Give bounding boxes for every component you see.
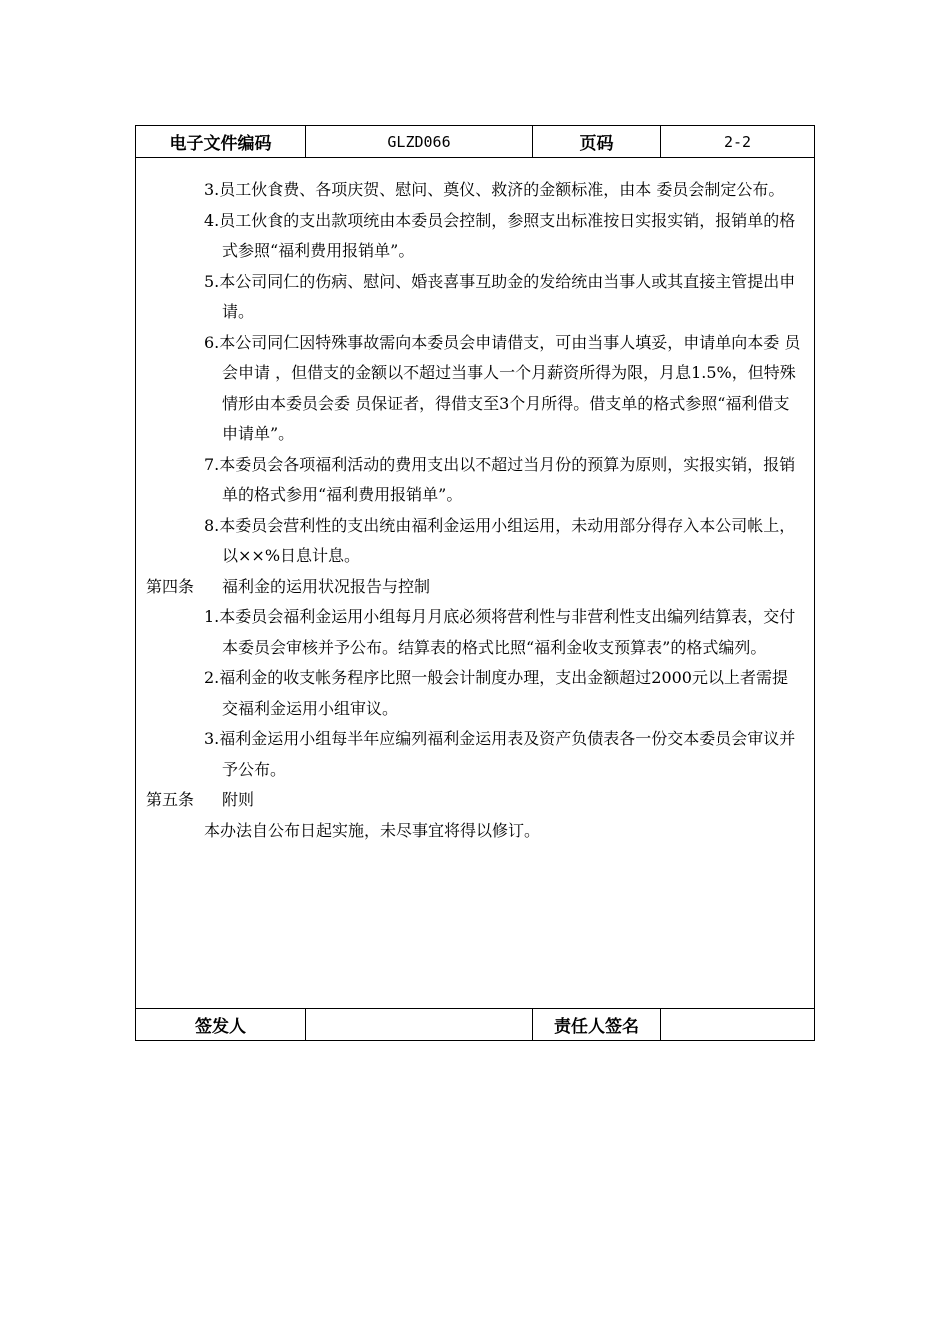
article-number: 第五条	[146, 790, 195, 809]
article-heading	[146, 572, 804, 603]
article-heading	[146, 785, 804, 816]
footer-row	[136, 1008, 814, 1040]
page-label: 页码	[533, 126, 661, 157]
file-code-label: 电子文件编码	[136, 126, 306, 157]
article-number: 第四条	[146, 576, 195, 596]
issuer-field[interactable]	[306, 1009, 533, 1040]
paragraph: 本办法自公布日起实施，未尽事宜将得以修订。	[204, 820, 541, 840]
list-item: 3.员工伙食费、各项庆贺、慰问、奠仪、救济的金额标准，由本 委员会制定公布。	[204, 180, 785, 199]
article-title: 福利金的运用状况报告与控制	[222, 576, 431, 596]
list-item: 2.福利金的收支帐务程序比照一般会计制度办理，支出金额超过2000元以上者需提交福利金运用小组审议。	[204, 668, 788, 718]
list-item: 5.本公司同仁的伤病、慰问、婚丧喜事互助金的发给统由当事人或其直接主管提出申请。	[204, 271, 796, 321]
issuer-label: 签发人	[136, 1009, 306, 1040]
list-item: 8.本委员会营利性的支出统由福利金运用小组运用，未动用部分得存入本公司帐上，以××%日息计息。	[204, 515, 796, 565]
list-item: 1.本委员会福利金运用小组每月月底必须将营利性与非营利性支出编列结算表，交付本委员会审核并予公布。结算表的格式比照“福利金收支预算表”的格式编列。	[204, 607, 796, 657]
document-body	[136, 157, 814, 1010]
responsible-signature-label: 责任人签名	[533, 1009, 661, 1040]
article-title: 附则	[222, 790, 255, 809]
list-item: 6.本公司同仁因特殊事故需向本委员会申请借支，可由当事人填妥，申请单向本委 员会申请 ，但借支的金额以不超过当事人一个月薪资所得为限，月息1.5%，但特殊情形由本委员会委 员保证者，得借支至3个月所得。借支单的格式参照“福利借支申请单”。	[204, 332, 801, 443]
list-item: 4.员工伙食的支出款项统由本委员会控制，参照支出标准按日实报实销，报销单的格式参照“福利费用报销单”。	[204, 210, 796, 260]
header-row	[136, 126, 814, 158]
file-code-value: GLZD066	[306, 126, 533, 157]
list-item: 3.福利金运用小组每半年应编列福利金运用表及资产负债表各一份交本委员会审议并予公布。	[204, 729, 796, 779]
responsible-signature-field[interactable]	[661, 1009, 814, 1040]
document-form-table	[135, 125, 815, 1041]
page-value: 2-2	[723, 132, 752, 151]
list-item: 7.本委员会各项福利活动的费用支出以不超过当月份的预算为原则，实报实销，报销单的格式参用“福利费用报销单”。	[204, 454, 796, 504]
